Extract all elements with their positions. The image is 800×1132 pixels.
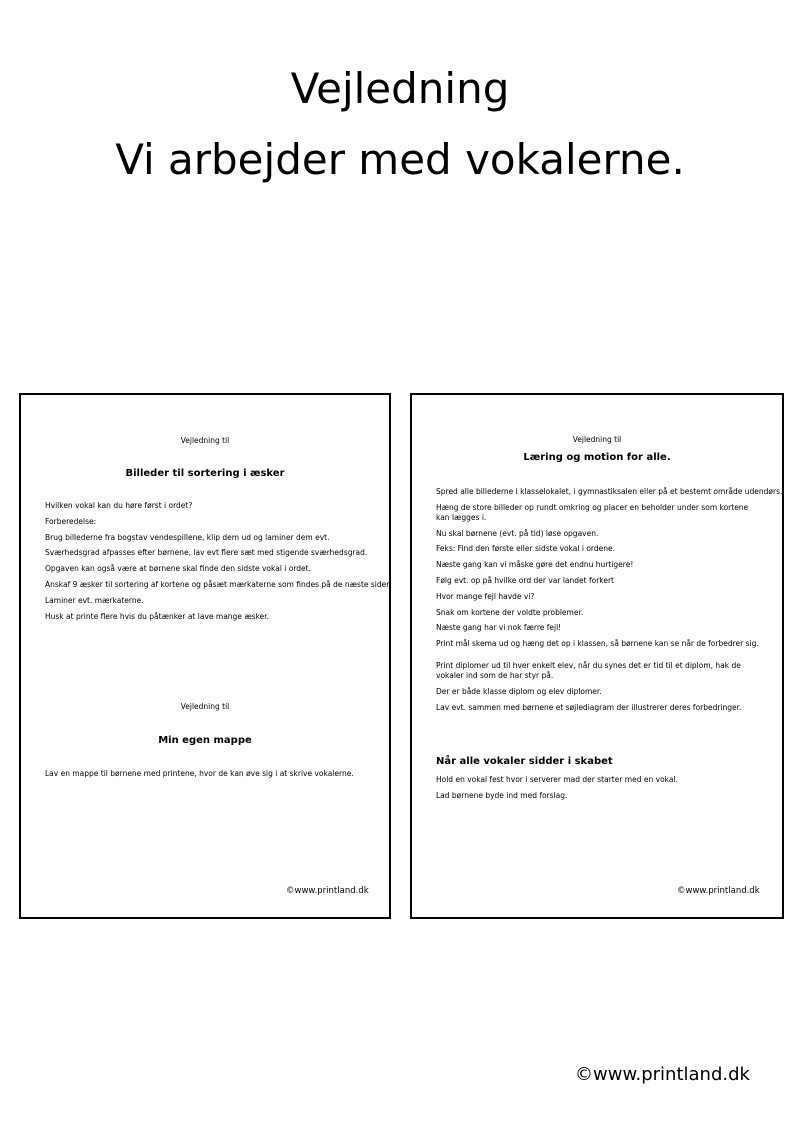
instruction-line: Brug billederne fra bogstav vendespillene, klip dem ud og laminer dem evt. — [45, 532, 330, 542]
section-intro: Vejledning til — [572, 435, 622, 444]
instruction-line: Sværhedsgrad afpasses efter børnene, lav evt flere sæt med stigende sværhedsgrad. — [45, 548, 368, 558]
instruction-line: Næste gang har vi nok færre fejl! — [436, 623, 562, 633]
instruction-line: Lad børnene byde ind med forslag. — [436, 790, 568, 800]
section-title-motion: Læring og motion for alle. — [523, 452, 671, 463]
instruction-line: Laminer evt. mærkaterne. — [45, 595, 144, 605]
instruction-line: Hvor mange fejl havde vi? — [436, 591, 535, 601]
instruction-line: Der er både klasse diplom og elev diplomer. — [436, 686, 602, 696]
instruction-line: Anskaf 9 æsker til sortering af kortene og påsæt mærkaterne som findes på de næste sider. — [45, 579, 392, 589]
instruction-line: Næste gang kan vi måske gøre det endnu hurtigere! — [436, 560, 634, 570]
folder-instructions — [45, 769, 375, 785]
page-subtitle: Vi arbejder med vokalerne. — [115, 135, 685, 184]
instruction-line: Feks: Find den første eller sidste vokal i ordene. — [436, 544, 616, 554]
instruction-card-left — [19, 393, 391, 919]
instruction-line: Hvilken vokal kan du høre først i ordet? — [45, 501, 193, 510]
instruction-line: Snak om kortene der voldte problemer. — [436, 607, 584, 617]
instruction-line: Lav evt. sammen med børnene et søjlediagram der illustrerer deres forbedringer. — [436, 702, 742, 712]
motion-instructions — [436, 487, 783, 719]
page-footer-copyright: ©www.printland.dk — [575, 1064, 750, 1085]
instruction-line: Print diplomer ud til hver enkelt elev, når du synes det er tid til et diplom, hak de vokaler ind som de har styr på. — [436, 661, 741, 681]
instruction-line: Nu skal børnene (evt. på tid) løse opgaven. — [436, 528, 599, 538]
sorting-instructions — [45, 501, 392, 627]
instruction-line: Husk at printe flere hvis du påtænker at lave mange æsker. — [45, 611, 270, 621]
section-title-sorting: Billeder til sortering i æsker — [125, 468, 285, 479]
instruction-line: Hold en vokal fest hvor i serverer mad der starter med en vokal. — [436, 775, 678, 784]
section-intro: Vejledning til — [180, 702, 230, 711]
instruction-line: Lav en mappe til børnene med printene, hvor de kan øve sig i at skrive vokalerne. — [45, 769, 354, 778]
instruction-card-right — [410, 393, 784, 919]
section-intro: Vejledning til — [180, 436, 230, 445]
card-footer-copyright: ©www.printland.dk — [677, 886, 760, 896]
card-footer-copyright: ©www.printland.dk — [286, 886, 369, 896]
instruction-line: Følg evt. op på hvilke ord der var landet forkert — [436, 575, 614, 585]
subheading-vowel-party: Når alle vokaler sidder i skabet — [436, 756, 613, 767]
instruction-line: Forberedelse: — [45, 516, 97, 526]
instruction-line: Spred alle billederne i klasselokalet, i gymnastiksalen eller på et bestemt område udendørs. — [436, 487, 783, 496]
vowel-party-instructions — [436, 775, 764, 807]
section-title-folder: Min egen mappe — [158, 735, 252, 746]
page-title: Vejledning — [290, 64, 510, 113]
instruction-line: Opgaven kan også være at børnene skal finde den sidste vokal i ordet. — [45, 564, 311, 574]
instruction-line: Hæng de store billeder op rundt omkring og placer en beholder under som kortene kan lægges i. — [436, 502, 749, 522]
instruction-line: Print mål skema ud og hæng det op i klassen, så børnene kan se når de forbedrer sig. — [436, 639, 759, 649]
